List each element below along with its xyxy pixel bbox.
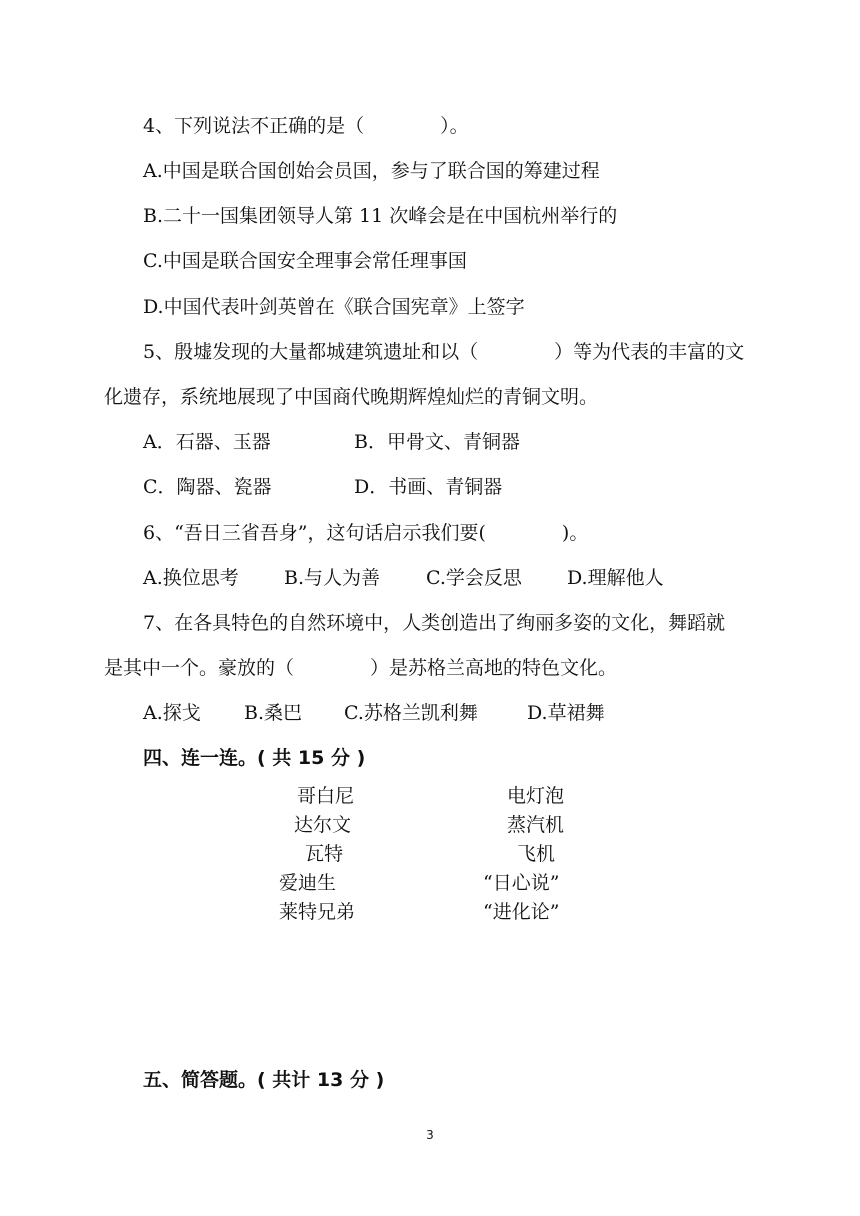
page-number: 3	[426, 1128, 434, 1142]
question-7-option-d: D.草裙舞	[527, 702, 605, 724]
question-5-option-c: C．陶器、瓷器	[143, 476, 272, 498]
match-right-item: “进化论”	[483, 901, 560, 923]
question-7-option-a: A.探戈	[143, 702, 201, 724]
match-right-item: “日心说”	[483, 872, 560, 894]
question-6-option-d: D.理解他人	[567, 567, 664, 589]
question-4-stem: 4、下列说法不正确的是（ ）。	[143, 115, 469, 137]
question-6-option-a: A.换位思考	[143, 567, 239, 589]
question-4-option-c: C.中国是联合国安全理事会常任理事国	[143, 250, 467, 272]
match-left-item: 莱特兄弟	[279, 901, 356, 923]
match-left-item: 达尔文	[294, 814, 352, 836]
question-7-stem-line1: 7、在各具特色的自然环境中，人类创造出了绚丽多姿的文化，舞蹈就	[143, 612, 726, 634]
question-7-option-c: C.苏格兰凯利舞	[344, 702, 478, 724]
section-4-title: 四、连一连。( 共 15 分 )	[143, 747, 366, 769]
question-5-option-a: A．石器、玉器	[143, 431, 271, 453]
question-5-stem-line1: 5、殷墟发现的大量都城建筑遗址和以（ ）等为代表的丰富的文	[143, 341, 745, 363]
question-6-stem: 6、“吾日三省吾身”，这句话启示我们要( )。	[143, 522, 589, 544]
question-4-option-d: D.中国代表叶剑英曾在《联合国宪章》上签字	[143, 296, 525, 318]
section-5-title: 五、简答题。( 共计 13 分 )	[143, 1069, 385, 1091]
question-6-option-b: B.与人为善	[284, 567, 381, 589]
match-right-item: 蒸汽机	[507, 814, 565, 836]
question-4-option-a: A.中国是联合国创始会员国，参与了联合国的筹建过程	[143, 160, 600, 182]
match-left-item: 哥白尼	[297, 785, 355, 807]
question-5-option-b: B．甲骨文、青铜器	[354, 431, 520, 453]
question-4-option-b: B.二十一国集团领导人第 11 次峰会是在中国杭州举行的	[143, 205, 618, 227]
question-6-option-c: C.学会反思	[426, 567, 522, 589]
match-left-item: 爱迪生	[279, 872, 337, 894]
question-7-stem-line2: 是其中一个。豪放的（ ）是苏格兰高地的特色文化。	[104, 657, 618, 679]
question-5-option-d: D．书画、青铜器	[354, 476, 503, 498]
question-5-stem-line2: 化遗存，系统地展现了中国商代晚期辉煌灿烂的青铜文明。	[104, 386, 599, 408]
match-right-item: 电灯泡	[507, 785, 565, 807]
match-left-item: 瓦特	[305, 843, 344, 865]
match-right-item: 飞机	[517, 843, 556, 865]
question-7-option-b: B.桑巴	[244, 702, 303, 724]
